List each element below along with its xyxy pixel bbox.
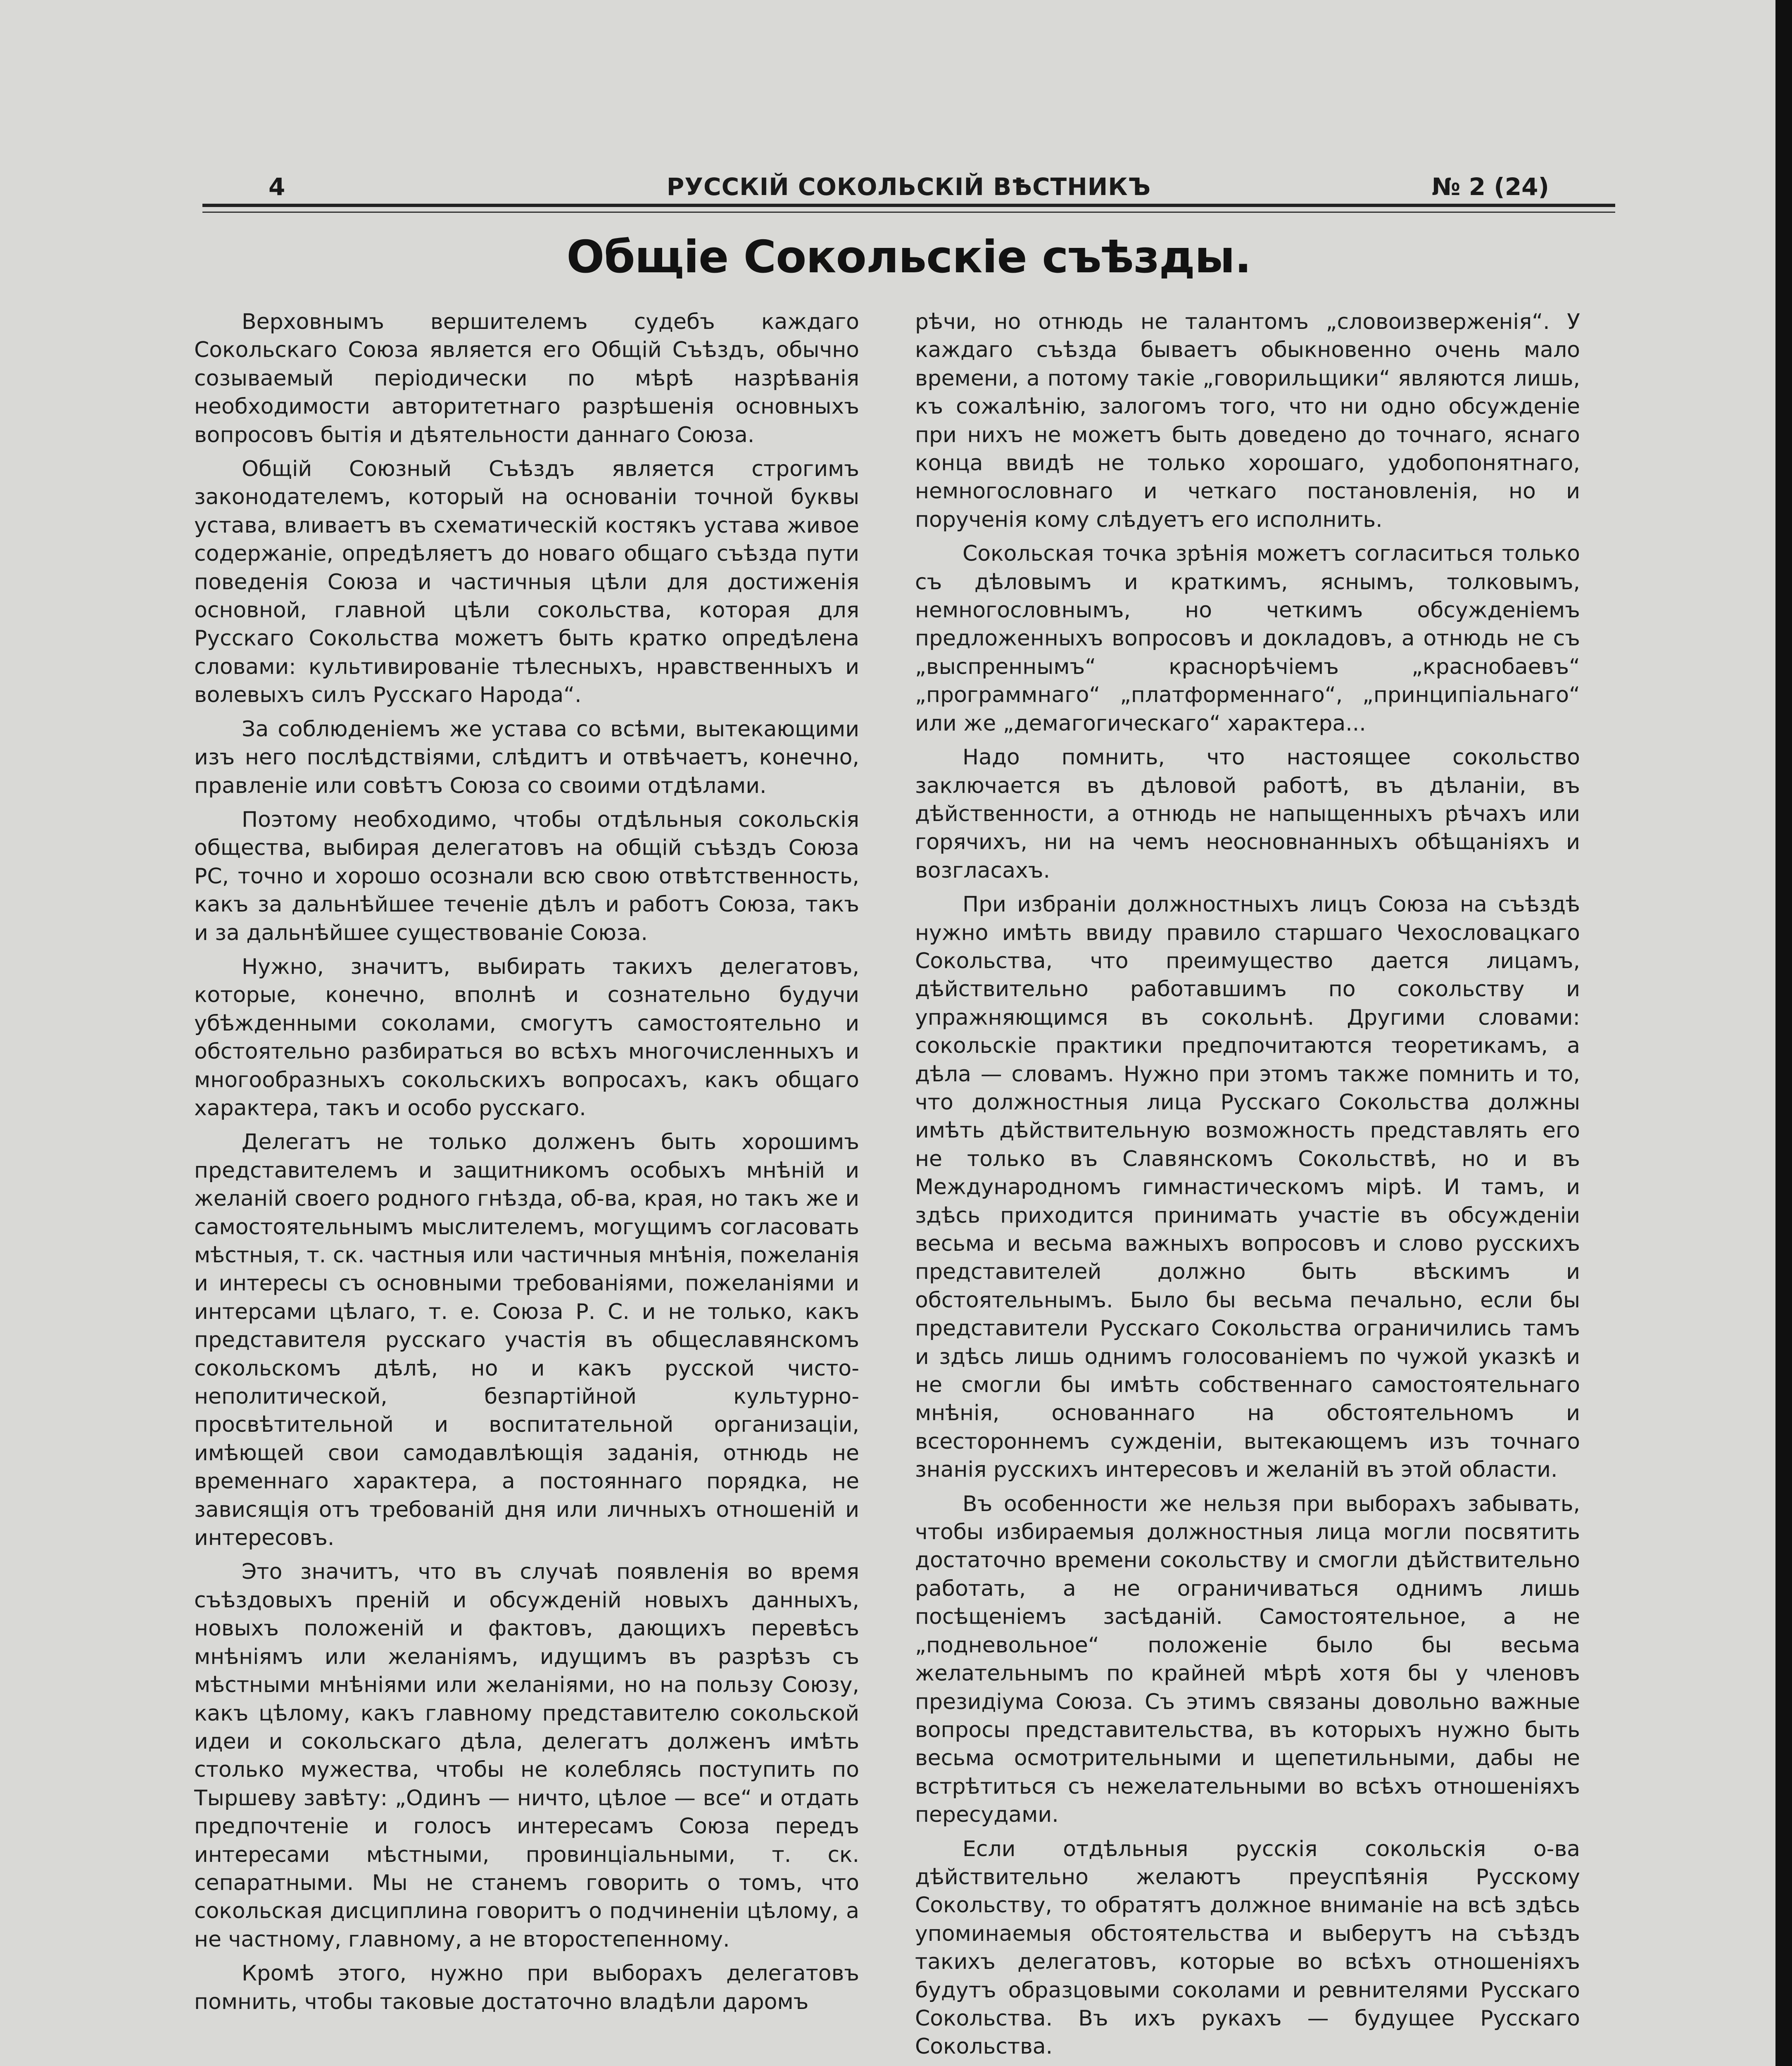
page-number: 4 — [269, 173, 285, 201]
header-rule-thin — [202, 212, 1615, 213]
paragraph: Надо помнить, что настоящее сокольство заключается въ дѣловой работѣ, въ дѣланіи, въ дѣйственности, а отнюдь не напыщенныхъ рѣчахъ или горячихъ, ни на чемъ неосновнанныхъ обѣщаніяхъ и возгласахъ. — [915, 745, 1580, 883]
paragraph: Кромѣ этого, нужно при выборахъ делегатовъ помнить, чтобы таковые достаточно владѣли даромъ — [194, 1961, 859, 2014]
journal-title: РУССКІЙ СОКОЛЬСКІЙ ВѢСТНИКЪ — [666, 173, 1151, 201]
paragraph: Делегатъ не только долженъ быть хорошимъ представителемъ и защитникомъ особыхъ мнѣній и желаній своего родного гнѣзда, об-ва, края, но такъ же и самостоятельнымъ мыслителемъ, могущимъ согласовать мѣстныя, т. ск. частныя или частичныя мнѣнія, пожеланія и интересы съ основными требованіями, пожеланіями и интерсами цѣлаго, т. е. Союза Р. С. и не только, какъ представителя русскаго участія въ общеславянскомъ сокольскомъ дѣлѣ, но и какъ русской чисто-неполитической, безпартійной культурно-просвѣтительной и воспитательной организаціи, имѣющей свои самодавлѣющія заданія, отнюдь не временнаго характера, а постояннаго порядка, не зависящія отъ требованій дня или личныхъ отношеній и интересовъ. — [194, 1130, 859, 1551]
paragraph: Верховнымъ вершителемъ судебъ каждаго Сокольскаго Союза является его Общій Съѣздъ, обычно созываемый періодически по мѣрѣ назрѣванія необходимости авторитетнаго разрѣшенія основныхъ вопросовъ бытія и дѣятельности даннаго Союза. — [194, 309, 859, 447]
paragraph: Въ особенности же нельзя при выборахъ забывать, чтобы избираемыя должностныя лица могли посвятить достаточно времени сокольству и смогли дѣйствительно работать, а не ограничиваться однимъ лишь посѣщеніемъ засѣданій. Самостоятельное, а не „подневольное“ положеніе было бы весьма желательнымъ по крайней мѣрѣ хотя бы у членовъ президіума Союза. Съ этимъ связаны довольно важные вопросы представительства, въ которыхъ нужно быть весьма осмотрительными и щепетильными, дабы не встрѣтиться съ нежелательными во всѣхъ отношеніяхъ пересудами. — [915, 1491, 1580, 1828]
paragraph: При избраніи должностныхъ лицъ Союза на съѣздѣ нужно имѣть ввиду правило старшаго Чехословацкаго Сокольства, что преимущество дается лицамъ, дѣйствительно работавшимъ по сокольству и упражняющимся въ сокольнѣ. Другими словами: сокольскіе практики предпочитаются теоретикамъ, а дѣла — словамъ. Нужно при этомъ также помнить и то, что должностныя лица Русскаго Сокольства должны имѣть дѣйствительную возможность представлять его не только въ Славянскомъ Сокольствѣ, но и въ Международномъ гимнастическомъ мірѣ. И тамъ, и здѣсь приходится принимать участіе въ обсужденіи весьма и весьма важныхъ вопросовъ и слово русскихъ представителей должно быть вѣскимъ и обстоятельнымъ. Было бы весьма печально, если бы представители Русскаго Сокольства ограничились тамъ и здѣсь лишь однимъ голосованіемъ по чужой указкѣ и не смогли бы имѣть собственнаго самостоятельнаго мнѣнія, основаннаго на обстоятельномъ и всестороннемъ сужденіи, вытекающемъ изъ точнаго знанія русскихъ интересовъ и желаній въ этой области. — [915, 892, 1580, 1483]
paragraph: За соблюденіемъ же устава со всѣми, вытекающими изъ него послѣдствіями, слѣдитъ и отвѣчаетъ, конечно, правленіе или совѣтъ Союза со своими отдѣлами. — [194, 716, 859, 798]
paragraph: рѣчи, но отнюдь не талантомъ „словоизверженія“. У каждаго съѣзда бываетъ обыкновенно очень мало времени, а потому такіе „говорильщики“ являются лишь, къ сожалѣнію, залогомъ того, что ни одно обсужденіе при нихъ не можетъ быть доведено до точнаго, яснаго конца ввидѣ не только хорошаго, удобопонятнаго, немногословнаго и четкаго постановленія, но и порученія кому слѣдуетъ его исполнить. — [915, 309, 1580, 532]
paragraph: Поэтому необходимо, чтобы отдѣльныя сокольскія общества, выбирая делегатовъ на общій съѣздъ Союза РС, точно и хорошо осознали всю свою отвѣтственность, какъ за дальнѣйшее теченіе дѣлъ и работъ Союза, такъ и за дальнѣйшее существованіе Союза. — [194, 807, 859, 945]
article-column-right — [915, 308, 1580, 2066]
issue-number: № 2 (24) — [1431, 173, 1549, 201]
paragraph: Если отдѣльныя русскія сокольскія о-ва дѣйствительно желаютъ преуспѣянія Русскому Сокольству, то обратятъ должное вниманіе на всѣ здѣсь упоминаемыя обстоятельства и выберутъ на съѣздъ такихъ делегатовъ, которые во всѣхъ отношеніяхъ будутъ образцовыми соколами и ревнителями Русскаго Сокольства. Въ ихъ рукахъ — будущее Русскаго Сокольства. — [915, 1836, 1580, 2059]
article-title: Общіе Сокольскіе съѣзды. — [566, 231, 1251, 283]
paragraph: Сокольская точка зрѣнія можетъ согласиться только съ дѣловымъ и краткимъ, яснымъ, толковымъ, немногословнымъ, но четкимъ обсужденіемъ предложенныхъ вопросовъ и докладовъ, а отнюдь не съ „выспреннымъ“ краснорѣчіемъ „краснобаевъ“ „программнаго“ „платформеннаго“, „принципіальнаго“ или же „демагогическаго“ характера... — [915, 541, 1580, 736]
paragraph: Это значитъ, что въ случаѣ появленія во время съѣздовыхъ преній и обсужденій новыхъ данныхъ, новыхъ положеній и фактовъ, дающихъ перевѣсъ мнѣніямъ или желаніямъ, идущимъ въ разрѣзъ съ мѣстными мнѣніями или желаніями, но на пользу Союзу, какъ цѣлому, какъ главному представителю сокольской идеи и сокольскаго дѣла, делегатъ долженъ имѣть столько мужества, чтобы не колеблясь поступить по Тыршеву завѣту: „Одинъ — ничто, цѣлое — все“ и отдать предпочтеніе и голосъ интересамъ Союза передъ интересами мѣстными, провинціальными, т. ск. сепаратными. Мы не станемъ говорить о томъ, что сокольская дисциплина говоритъ о подчиненіи цѣлому, а не частному, главному, а не второстепенному. — [194, 1559, 859, 1952]
article-column-left — [194, 308, 859, 2066]
header-rule-thick — [202, 204, 1615, 207]
paragraph: Общій Союзный Съѣздъ является строгимъ законодателемъ, который на основаніи точной буквы устава, вливаетъ въ схематическій костякъ устава живое содержаніе, опредѣляетъ до новаго общаго съѣзда пути поведенія Союза и частичныя цѣли для достиженія основной, главной цѣли сокольства, которая для Русскаго Сокольства можетъ быть кратко опредѣлена словами: культивированіе тѣлесныхъ, нравственныхъ и волевыхъ силъ Русскаго Народа“. — [194, 457, 859, 708]
paragraph: Нужно, значитъ, выбирать такихъ делегатовъ, которые, конечно, вполнѣ и сознательно будучи убѣжденными соколами, смогутъ самостоятельно и обстоятельно разбираться во всѣхъ многочисленныхъ и многообразныхъ сокольскихъ вопросахъ, какъ общаго характера, такъ и особо русскаго. — [194, 954, 859, 1121]
